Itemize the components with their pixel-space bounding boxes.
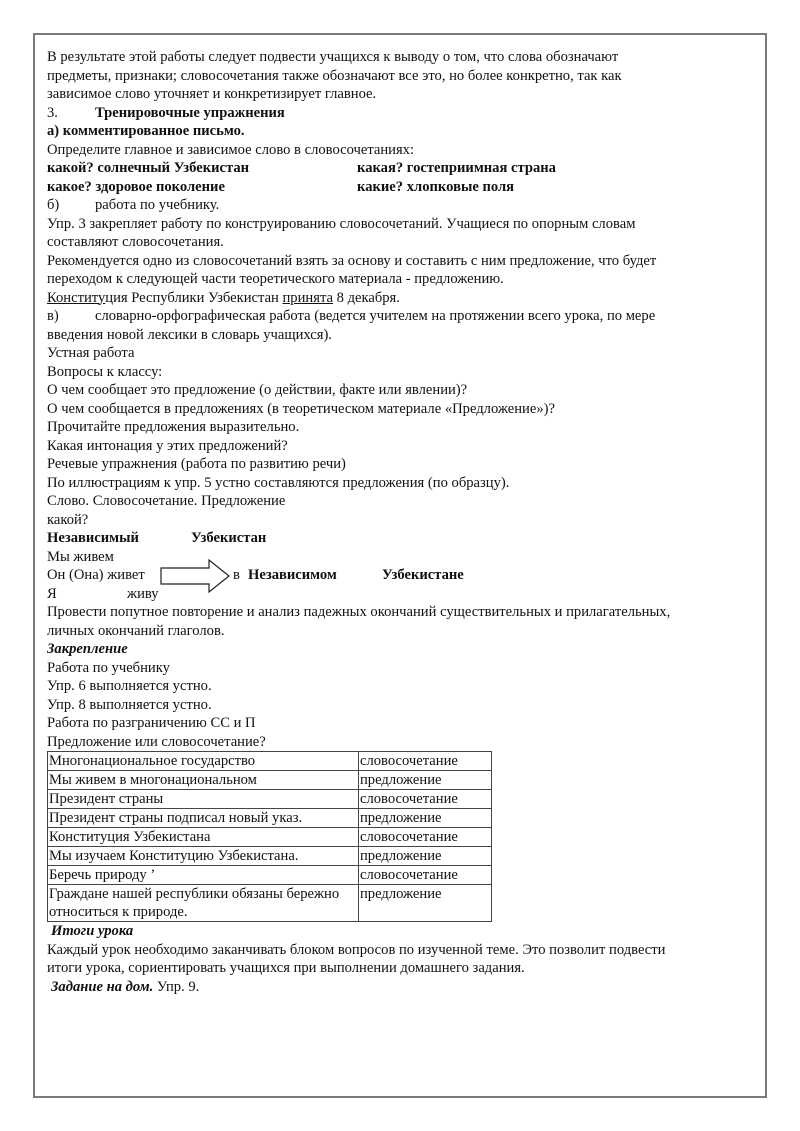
text-line: По иллюстрациям к упр. 5 устно составляются предложения (по образцу). [47, 474, 510, 491]
text-line: Работа по разграничению СС и П [47, 715, 256, 731]
phrase-left: какое? здоровое поколение [47, 178, 225, 195]
example-word: Независимом [248, 567, 337, 583]
table-row [48, 847, 492, 866]
constitution-sentence [47, 289, 753, 308]
underlined-word: принята [282, 289, 333, 306]
text-line: Какая интонация у этих предложений? [47, 437, 288, 454]
phrase-right: какие? хлопковые поля [357, 178, 515, 195]
table-row [48, 790, 492, 809]
table-cell: словосочетание [359, 866, 492, 885]
subsection-v [47, 307, 753, 326]
text-line: какой? [47, 511, 89, 528]
example-header [47, 529, 753, 548]
recommend-line: Рекомендуется одно из словосочетаний взять за основу и составить с ним предложение, что будет [47, 252, 657, 269]
example-row [47, 548, 753, 567]
table-row [48, 771, 492, 790]
table-cell: предложение [359, 885, 492, 922]
table-cell: Беречь природу ’ [48, 866, 359, 885]
table-cell: Президент страны подписал новый указ. [48, 809, 359, 828]
example-row [47, 566, 753, 585]
homework-label: Задание на дом. [51, 978, 154, 995]
upr3-line: Упр. 3 закрепляет работу по конструированию словосочетаний. Учащиеся по опорным словам [47, 215, 636, 232]
table-row [48, 809, 492, 828]
text-line: Упр. 8 выполняется устно. [47, 696, 212, 713]
sentence-part: ция Республики Узбекистан [105, 289, 283, 306]
example-text: Я [47, 585, 57, 602]
item-text: словарно-орфографическая работа (ведется учителем на протяжении всего урока, по мере [95, 308, 656, 324]
classification-table [47, 751, 492, 922]
itogi-line: Каждый урок необходимо заканчивать блоком вопросов по изученной теме. Это позволит подвести [47, 941, 666, 958]
example-word: Узбекистане [382, 567, 464, 583]
table-cell: Президент страны [48, 790, 359, 809]
example-word: Независимый [47, 530, 139, 546]
text-line: О чем сообщает это предложение (о действии, факте или явлении)? [47, 382, 468, 398]
zakreplenie-heading: Закрепление [47, 641, 128, 657]
text-line: Речевые упражнения (работа по развитию речи) [47, 456, 346, 472]
example-text: Он (Она) живет [47, 567, 145, 583]
text-line: Слово. Словосочетание. Предложение [47, 493, 286, 509]
homework-text: Упр. 9. [153, 978, 200, 995]
phrase-pair [47, 159, 753, 178]
example-text: в [233, 567, 240, 583]
intro-line: зависимое слово уточняет и конкретизирует главное. [47, 86, 377, 102]
repeat-line: личных окончаний глаголов. [47, 622, 225, 639]
text-line: Упр. 6 выполняется устно. [47, 678, 212, 694]
item-text-cont: введения новой лексики в словарь учащихся). [47, 326, 332, 343]
phrase-pair [47, 178, 753, 197]
example-word: Узбекистан [191, 530, 267, 546]
section-title: Тренировочные упражнения [95, 104, 285, 121]
text-line: Вопросы к классу: [47, 363, 163, 380]
example-row [47, 585, 753, 604]
underlined-word: Конститу [47, 289, 106, 306]
homework-line [47, 978, 753, 997]
item-number: б) [47, 197, 60, 213]
table-cell: словосочетание [359, 828, 492, 847]
table-cell: словосочетание [359, 752, 492, 771]
text-line: Работа по учебнику [47, 659, 170, 676]
item-text: работа по учебнику. [95, 197, 220, 213]
example-text: Мы живем [47, 548, 114, 565]
section-number: 3. [47, 104, 58, 121]
table-cell: Граждане нашей республики обязаны бережно относиться к природе. [48, 885, 359, 922]
table-row [48, 752, 492, 771]
table-cell: Конституция Узбекистана [48, 828, 359, 847]
table-row [48, 885, 492, 922]
text-line: Прочитайте предложения выразительно. [47, 419, 300, 435]
table-row [48, 828, 492, 847]
phrase-left: какой? солнечный Узбекистан [47, 160, 250, 176]
table-cell: Многонациональное государство [48, 752, 359, 771]
phrase-right: какая? гостеприимная страна [357, 160, 556, 176]
text-line: Предложение или словосочетание? [47, 733, 266, 750]
section-heading [47, 104, 753, 123]
table-cell: предложение [359, 809, 492, 828]
table-cell: Мы живем в многонациональном [48, 771, 359, 790]
table-cell: Мы изучаем Конституцию Узбекистана. [48, 847, 359, 866]
table-cell: словосочетание [359, 790, 492, 809]
intro-line: предметы, признаки; словосочетания также обозначают все это, но более конкретно, так как [47, 67, 622, 84]
subsection-a-title: а) комментированное письмо. [47, 123, 245, 139]
example-text: живу [127, 585, 159, 602]
text-line: О чем сообщается в предложениях (в теоретическом материале «Предложение»)? [47, 400, 555, 417]
itogi-heading: Итоги урока [51, 923, 134, 939]
intro-line: В результате этой работы следует подвести учащихся к выводу о том, что слова обозначают [47, 49, 619, 65]
recommend-line: переходом к следующей части теоретического материала - предложению. [47, 271, 504, 287]
text-line: Устная работа [47, 345, 135, 361]
table-row [48, 866, 492, 885]
item-number: в) [47, 308, 59, 324]
itogi-line: итоги урока, сориентировать учащихся при выполнении домашнего задания. [47, 960, 525, 976]
table-cell: предложение [359, 771, 492, 790]
document-body [47, 48, 753, 996]
repeat-line: Провести попутное повторение и анализ падежных окончаний существительных и прилагательных, [47, 604, 671, 620]
table-cell: предложение [359, 847, 492, 866]
task-text: Определите главное и зависимое слово в словосочетаниях: [47, 141, 415, 158]
subsection-b [47, 196, 753, 215]
upr3-line: составляют словосочетания. [47, 234, 224, 250]
sentence-part: 8 декабря. [332, 289, 400, 306]
